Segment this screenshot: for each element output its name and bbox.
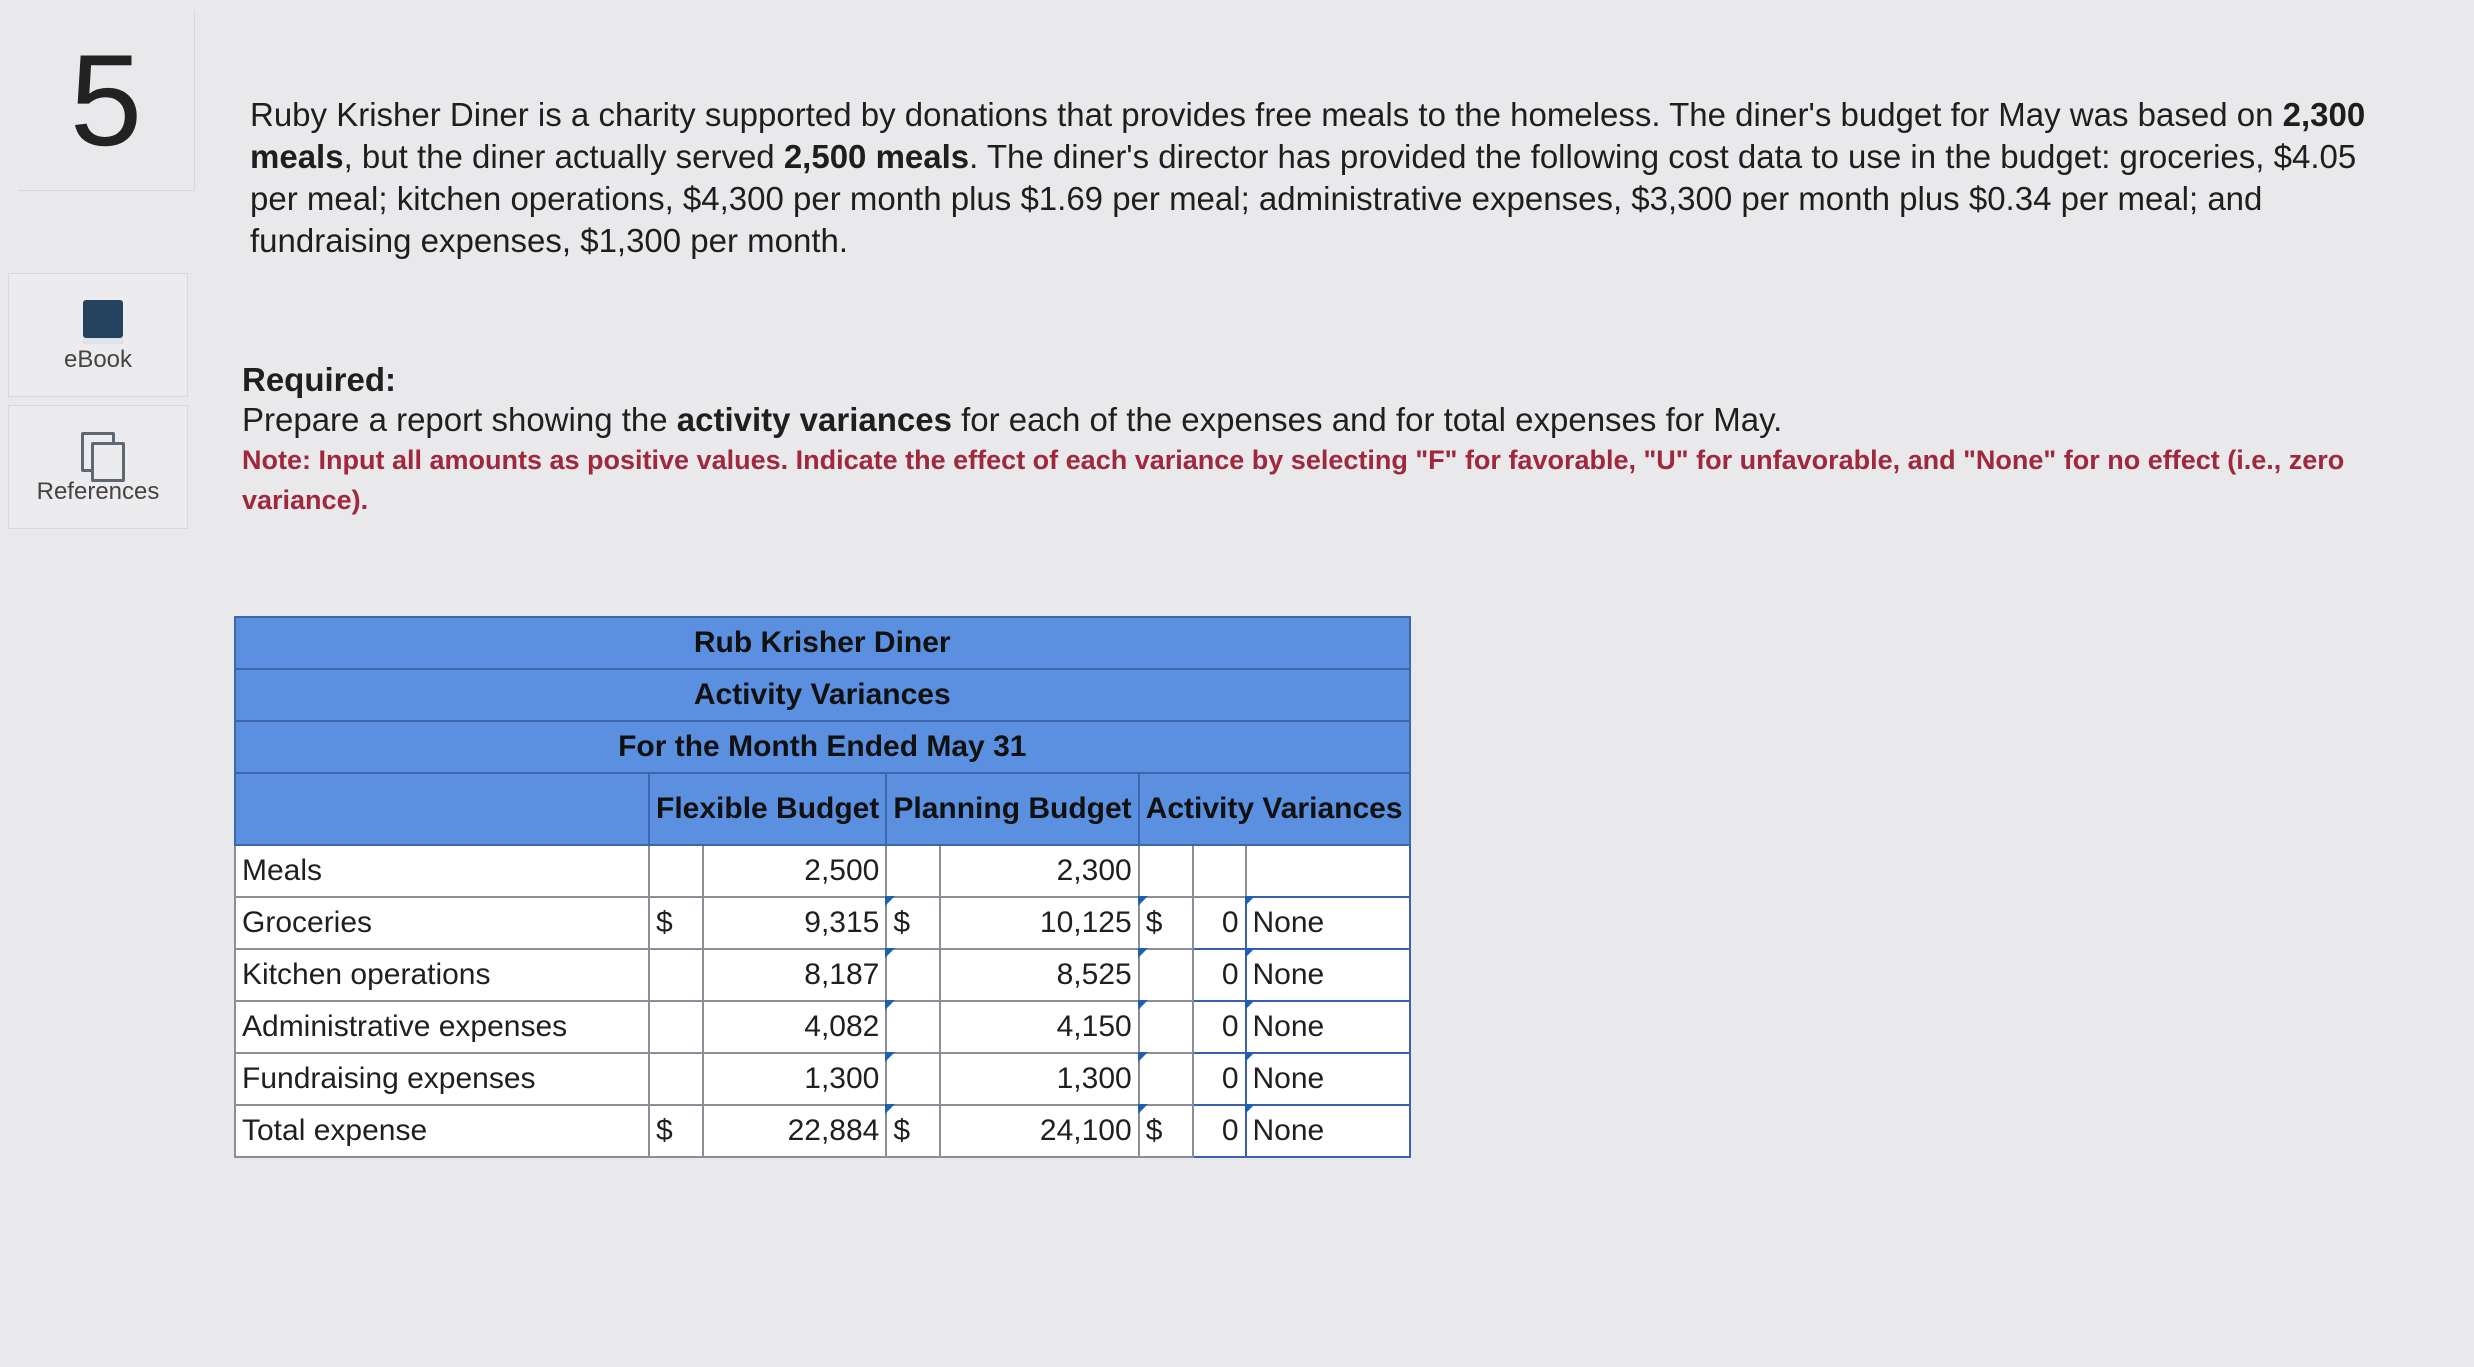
table-row: [235, 1001, 1410, 1053]
flexible-budget-input[interactable]: 8,187: [703, 949, 886, 1001]
variance-symbol: [1139, 1001, 1193, 1053]
flexible-budget-input[interactable]: 9,315: [703, 897, 886, 949]
planning-symbol: [886, 949, 940, 1001]
activity-variances-header: Activity Variances: [1139, 773, 1410, 845]
variance-symbol: [1139, 949, 1193, 1001]
flexible-budget-header: Flexible Budget: [649, 773, 886, 845]
flexible-symbol: [649, 949, 703, 1001]
required-instruction: Prepare a report showing the activity variances for each of the expenses and for total expenses for May.: [242, 401, 1783, 438]
label-column-header: [235, 773, 649, 845]
table-row: [235, 897, 1410, 949]
effect-select[interactable]: None: [1246, 1001, 1410, 1053]
flexible-budget-value: 2,500: [703, 845, 886, 897]
variance-input[interactable]: 0: [1193, 1001, 1246, 1053]
variance-symbol: $: [1139, 1105, 1193, 1157]
planning-budget-header: Planning Budget: [886, 773, 1138, 845]
ebook-label: eBook: [63, 346, 133, 373]
variance-symbol: $: [1139, 897, 1193, 949]
flexible-budget-input[interactable]: 22,884: [703, 1105, 886, 1157]
variance-symbol: [1139, 845, 1193, 897]
required-note: Note: Input all amounts as positive values. Indicate the effect of each variance by selecting "F" for favorable, "U" for unfavorable, and "None" for no effect (i.e., zero variance).: [242, 445, 2345, 515]
copy-icon: [79, 432, 123, 480]
row-label: Groceries: [235, 897, 649, 949]
row-label: Meals: [235, 845, 649, 897]
planning-symbol: [886, 1001, 940, 1053]
planning-budget-input[interactable]: 10,125: [940, 897, 1138, 949]
problem-statement: Ruby Krisher Diner is a charity supported by donations that provides free meals to the homeless. The diner's budget for May was based on 2,300 meals, but the diner actually served 2,500 meals. The diner's director has provided the following cost data to use in the budget: groceries, $4.05 per meal; kitchen operations, $4,300 per month plus $1.69 per meal; administrative expenses, $3,300 per month plus $0.34 per meal; and fundraising expenses, $1,300 per month.: [250, 96, 2366, 259]
required-title: Required:: [242, 361, 397, 398]
variance-input[interactable]: 0: [1193, 1105, 1246, 1157]
budgeted-meals: 2,300 meals: [250, 96, 2366, 175]
references-label: References: [36, 478, 160, 505]
planning-budget-input[interactable]: 1,300: [940, 1053, 1138, 1105]
actual-meals: 2,500 meals: [783, 138, 970, 175]
book-icon: [83, 300, 123, 344]
planning-budget-input[interactable]: 8,525: [940, 949, 1138, 1001]
variance-input[interactable]: 0: [1193, 1053, 1246, 1105]
effect-blank: [1246, 845, 1410, 897]
variance-value: [1193, 845, 1246, 897]
row-label: Administrative expenses: [235, 1001, 649, 1053]
required-section: [242, 360, 2382, 520]
flexible-budget-input[interactable]: 4,082: [703, 1001, 886, 1053]
table-row: [235, 1053, 1410, 1105]
references-button[interactable]: [8, 405, 188, 529]
variance-input[interactable]: 0: [1193, 897, 1246, 949]
planning-symbol: $: [886, 897, 940, 949]
flexible-symbol: $: [649, 897, 703, 949]
ebook-button[interactable]: [8, 273, 188, 397]
flexible-symbol: [649, 1053, 703, 1105]
report-title-company: Rub Krisher Diner: [235, 617, 1410, 669]
activity-variance-report: [234, 616, 1411, 1158]
variance-symbol: [1139, 1053, 1193, 1105]
effect-select[interactable]: None: [1246, 949, 1410, 1001]
planning-symbol: $: [886, 1105, 940, 1157]
table-row: [235, 845, 1410, 897]
table-row: [235, 949, 1410, 1001]
planning-budget-value: 2,300: [940, 845, 1138, 897]
flexible-symbol: [649, 1001, 703, 1053]
effect-select[interactable]: None: [1246, 1053, 1410, 1105]
planning-symbol: [886, 845, 940, 897]
effect-select[interactable]: None: [1246, 897, 1410, 949]
variance-input[interactable]: 0: [1193, 949, 1246, 1001]
planning-budget-input[interactable]: 24,100: [940, 1105, 1138, 1157]
flexible-budget-input[interactable]: 1,300: [703, 1053, 886, 1105]
row-label: Fundraising expenses: [235, 1053, 649, 1105]
report-title-period: For the Month Ended May 31: [235, 721, 1410, 773]
flexible-symbol: $: [649, 1105, 703, 1157]
planning-budget-input[interactable]: 4,150: [940, 1001, 1138, 1053]
flexible-symbol: [649, 845, 703, 897]
effect-select[interactable]: None: [1246, 1105, 1410, 1157]
table-row: [235, 1105, 1410, 1157]
row-label: Kitchen operations: [235, 949, 649, 1001]
report-title-name: Activity Variances: [235, 669, 1410, 721]
question-number: 5: [18, 10, 195, 191]
planning-symbol: [886, 1053, 940, 1105]
row-label: Total expense: [235, 1105, 649, 1157]
